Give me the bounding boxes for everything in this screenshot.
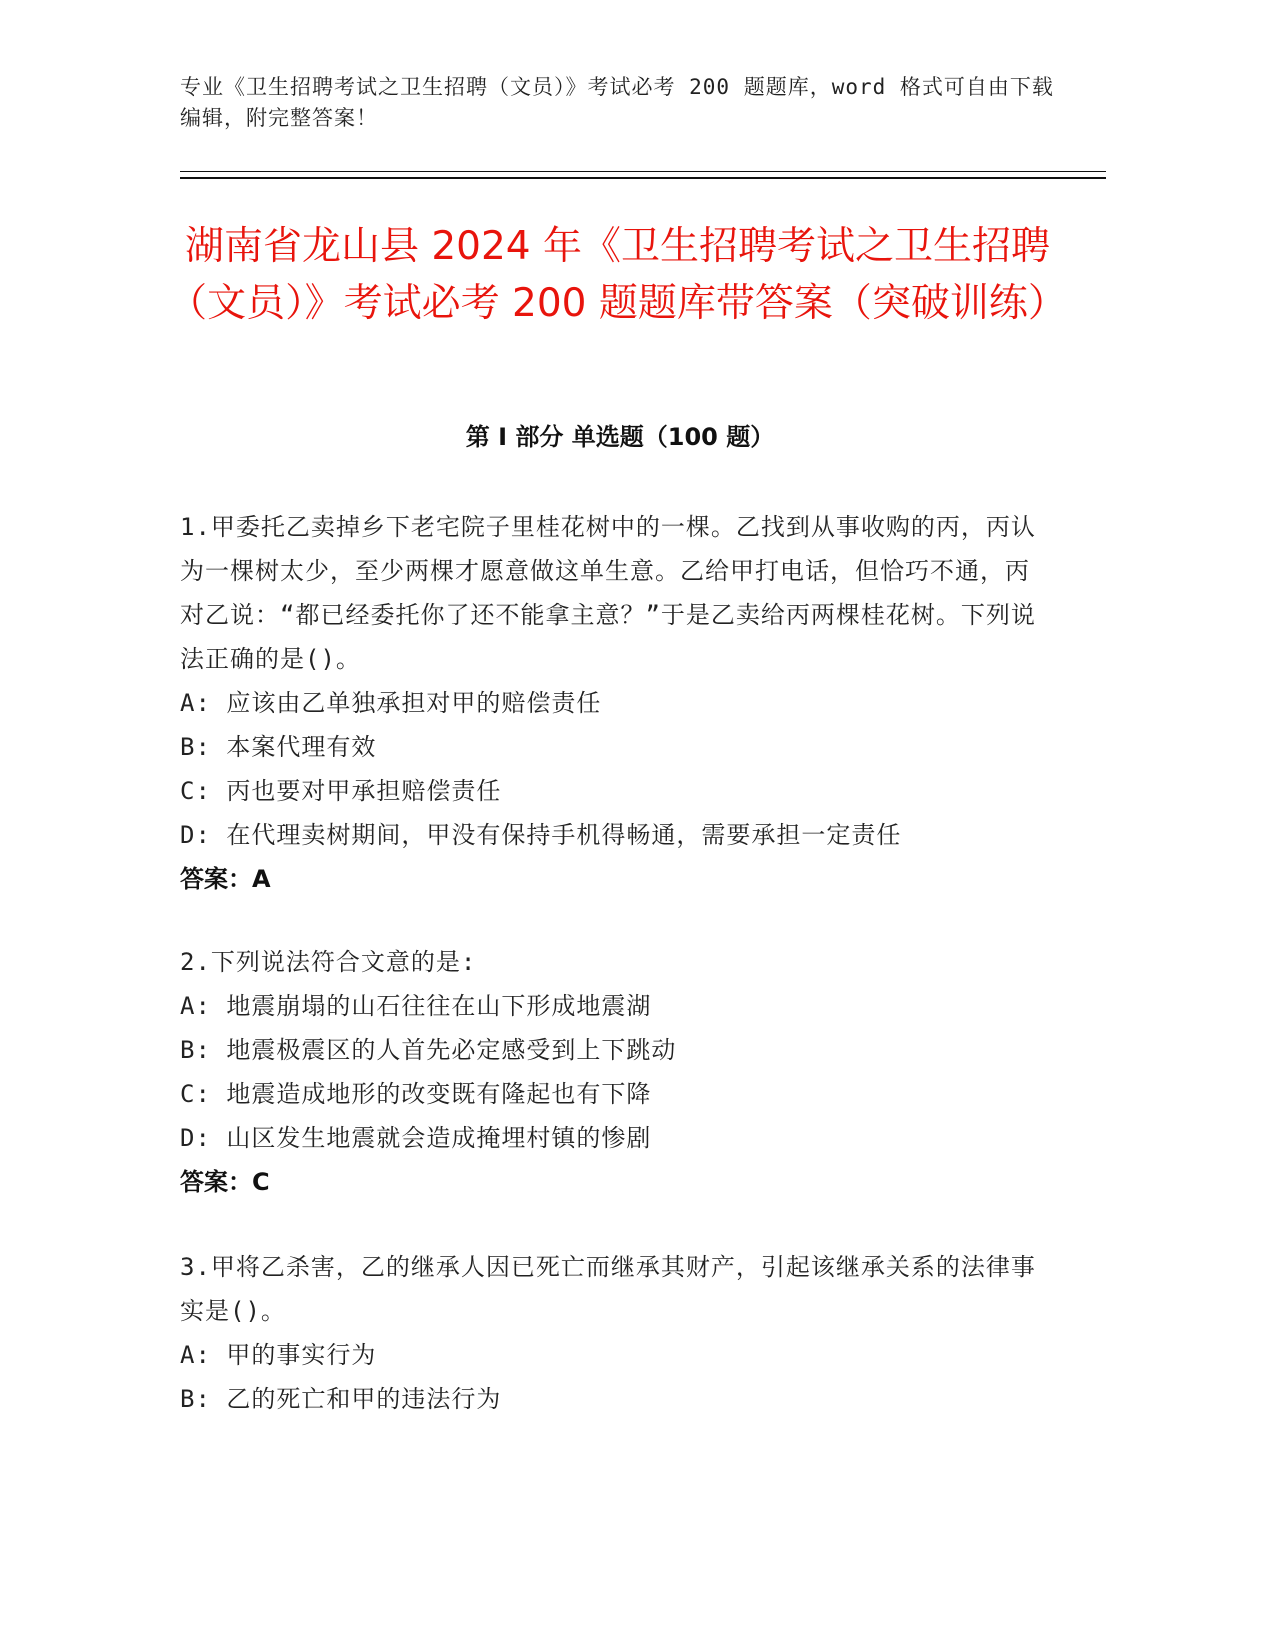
header-note: 专业《卫生招聘考试之卫生招聘（文员）》考试必考 200 题题库，word 格式可自由下载编辑，附完整答案！ bbox=[180, 75, 1054, 130]
option-c: C: 丙也要对甲承担赔偿责任 bbox=[180, 777, 502, 805]
option-b: B: 乙的死亡和甲的违法行为 bbox=[180, 1385, 502, 1413]
header-divider-thin bbox=[180, 171, 1106, 172]
option-a: A: 甲的事实行为 bbox=[180, 1341, 377, 1369]
option-b: B: 本案代理有效 bbox=[180, 733, 377, 761]
question-stem: 2.下列说法符合文意的是: bbox=[180, 948, 477, 976]
answer-label: 答案：C bbox=[180, 1168, 270, 1196]
option-d: D: 山区发生地震就会造成掩埋村镇的惨剧 bbox=[180, 1124, 652, 1152]
option-d: D: 在代理卖树期间，甲没有保持手机得畅通，需要承担一定责任 bbox=[180, 821, 902, 849]
document-title: 湖南省龙山县 2024 年《卫生招聘考试之卫生招聘（文员）》考试必考 200 题题库带答案（突破训练） bbox=[168, 224, 1067, 326]
option-a: A: 应该由乙单独承担对甲的赔偿责任 bbox=[180, 689, 602, 717]
option-a: A: 地震崩塌的山石往往在山下形成地震湖 bbox=[180, 992, 652, 1020]
question-1 bbox=[180, 505, 1040, 901]
question-stem: 3.甲将乙杀害，乙的继承人因已死亡而继承其财产，引起该继承关系的法律事实是()。 bbox=[180, 1253, 1036, 1325]
header-divider-thick bbox=[180, 177, 1106, 179]
option-b: B: 地震极震区的人首先必定感受到上下跳动 bbox=[180, 1036, 677, 1064]
answer-label: 答案：A bbox=[180, 865, 271, 893]
section-heading: 第 I 部分 单选题（100 题） bbox=[465, 423, 775, 451]
question-3 bbox=[180, 1245, 1040, 1421]
question-stem: 1.甲委托乙卖掉乡下老宅院子里桂花树中的一棵。乙找到从事收购的丙，丙认为一棵树太少，至少两棵才愿意做这单生意。乙给甲打电话，但恰巧不通，丙对乙说：“都已经委托你了还不能拿主意？”于是乙卖给丙两棵桂花树。下列说法正确的是()。 bbox=[180, 513, 1036, 673]
question-2 bbox=[180, 940, 1040, 1204]
option-c: C: 地震造成地形的改变既有隆起也有下降 bbox=[180, 1080, 652, 1108]
